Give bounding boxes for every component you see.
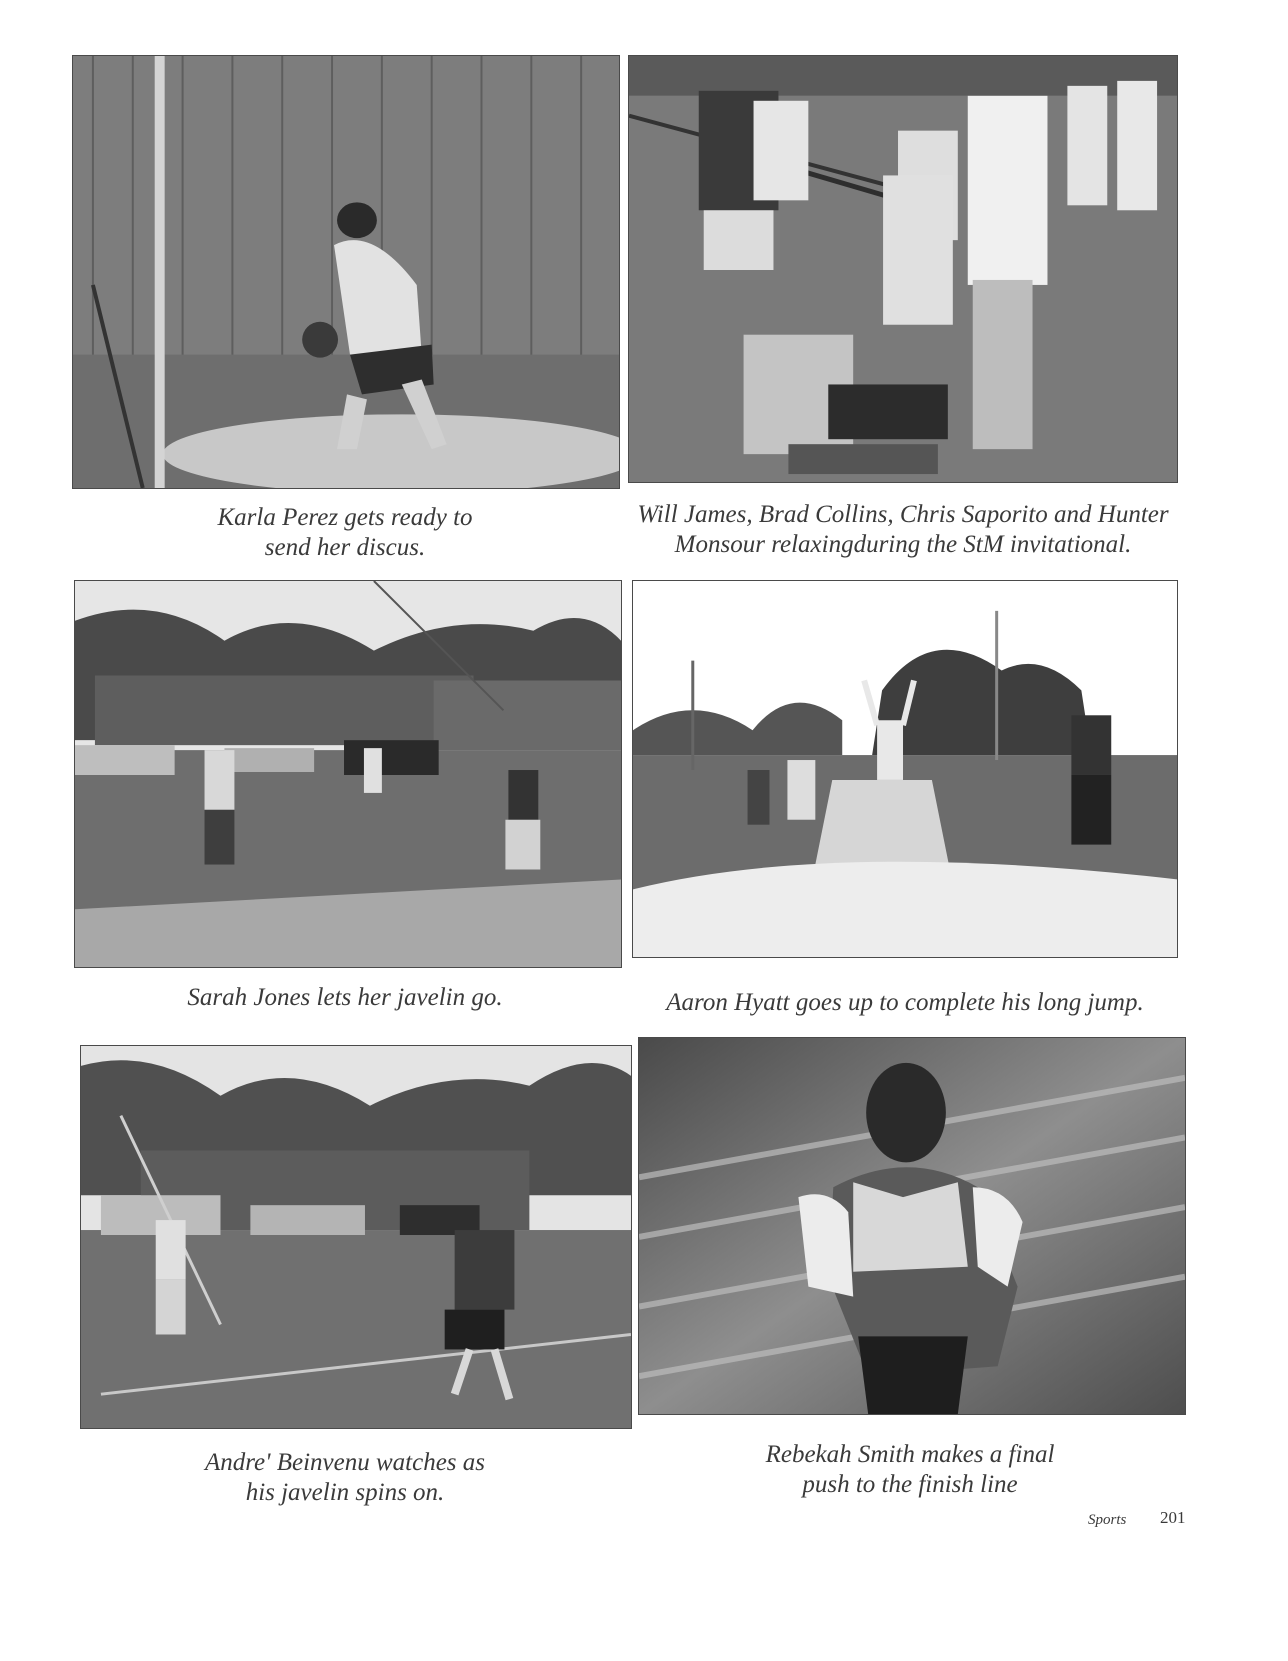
caption-karla-perez <box>120 503 570 563</box>
caption-line: Karla Perez gets ready to <box>217 504 473 531</box>
caption-relaxing-team <box>608 500 1198 560</box>
footer-page-number: 201 <box>1160 1508 1186 1527</box>
photo-team-relaxing <box>628 55 1178 483</box>
caption-line: Monsour relaxingduring the StM invitational. <box>674 531 1132 558</box>
footer-section-label: Sports <box>1088 1512 1127 1528</box>
caption-aaron-hyatt <box>620 988 1190 1018</box>
photo-aaron-hyatt-long-jump <box>632 580 1178 958</box>
caption-line: Andre' Beinvenu watches as <box>204 1449 486 1476</box>
caption-line: push to the finish line <box>802 1471 1018 1498</box>
caption-sarah-jones <box>120 983 570 1013</box>
caption-line: his javelin spins on. <box>245 1479 445 1506</box>
caption-line: Sarah Jones lets her javelin go. <box>187 984 503 1011</box>
photo-andre-beinvenu-javelin <box>80 1045 632 1429</box>
photo-discus-thrower <box>72 55 620 489</box>
caption-line: Rebekah Smith makes a final <box>765 1441 1055 1468</box>
caption-andre-beinvenu <box>120 1448 570 1508</box>
caption-line: Aaron Hyatt goes up to complete his long jump. <box>666 989 1144 1016</box>
caption-rebekah-smith <box>680 1440 1140 1500</box>
caption-line: Will James, Brad Collins, Chris Saporito and Hunter <box>637 501 1169 528</box>
photo-rebekah-smith-runner <box>638 1037 1186 1415</box>
photo-sarah-jones-javelin <box>74 580 622 968</box>
caption-line: send her discus. <box>264 534 426 561</box>
